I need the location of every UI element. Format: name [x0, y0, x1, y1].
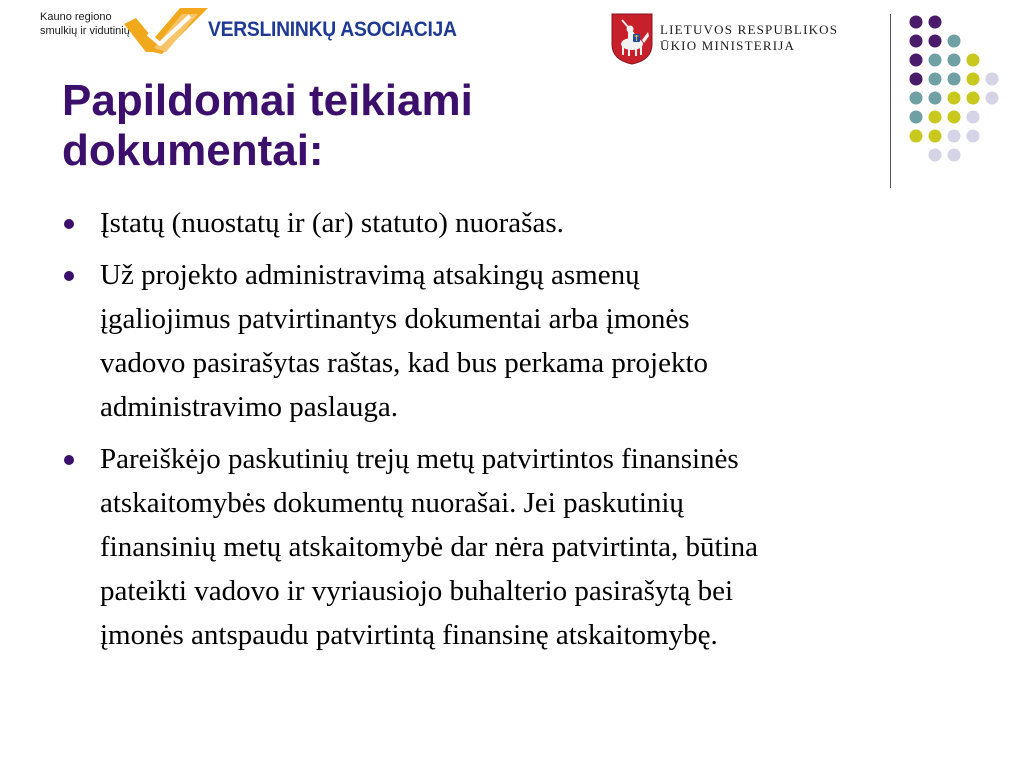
bullet-text-line: įgaliojimus patvirtinantys dokumentai arba įmonės: [100, 303, 690, 335]
page-title: [62, 76, 662, 176]
bullet-list: [62, 201, 962, 665]
decorative-dot: [929, 111, 942, 124]
decorative-dot: [948, 130, 961, 143]
association-logo-subtitle-line: smulkių ir vidutinių: [40, 25, 130, 37]
association-logo-subtitle: [40, 10, 132, 38]
decorative-dot: [910, 111, 923, 124]
association-name: VERSLININKŲ ASOCIACIJA: [208, 18, 457, 41]
decorative-dot: [948, 111, 961, 124]
ministry-logo: [610, 12, 880, 68]
decorative-dot: [948, 54, 961, 67]
bullet-text-line: Pareiškėjo paskutinių trejų metų patvirtintos finansinės: [100, 443, 739, 475]
decorative-dot: [967, 111, 980, 124]
decorative-dot: [967, 92, 980, 105]
decorative-dot: [929, 16, 942, 29]
decorative-dot: [910, 16, 923, 29]
bullet-text-line: pateikti vadovo ir vyriausiojo buhalterio pasirašytą bei: [100, 575, 734, 607]
decorative-dot: [929, 35, 942, 48]
decorative-dot: [948, 35, 961, 48]
decorative-dot: [910, 73, 923, 86]
decorative-dot: [910, 92, 923, 105]
decorative-dot: [929, 130, 942, 143]
decorative-dot: [929, 149, 942, 162]
decorative-dot: [967, 73, 980, 86]
bullet-dot-icon: [64, 219, 74, 229]
bullet-text-line: atskaitomybės dokumentų nuorašai. Jei paskutinių: [100, 487, 684, 519]
decorative-dot: [929, 73, 942, 86]
ministry-name-line: LIETUVOS RESPUBLIKOS: [660, 22, 839, 37]
page-title-line: dokumentai:: [62, 126, 324, 175]
bullet-text-line: Už projekto administravimą atsakingų asmenų: [100, 259, 640, 291]
decorative-dot: [948, 149, 961, 162]
bullet-text-line: įmonės antspaudu patvirtintą finansinę atskaitomybę.: [100, 619, 718, 651]
decorative-dot: [910, 35, 923, 48]
association-emblem-icon: [124, 4, 210, 56]
decorative-dot: [986, 92, 999, 105]
bullet-item: [62, 253, 962, 429]
bullet-text-line: Įstatų (nuostatų ir (ar) statuto) nuorašas.: [100, 207, 564, 239]
decorative-dot: [967, 54, 980, 67]
bullet-item: [62, 437, 962, 657]
page-title-line: Papildomai teikiami: [62, 76, 473, 125]
bullet-text-line: vadovo pasirašytas raštas, kad bus perkama projekto: [100, 347, 709, 379]
association-logo-subtitle-line: Kauno regiono: [40, 11, 112, 23]
bullet-dot-icon: [64, 271, 74, 281]
decorative-dot: [967, 130, 980, 143]
bullet-dot-icon: [64, 455, 74, 465]
ministry-name-line: ŪKIO MINISTERIJA: [660, 38, 796, 53]
lithuanian-coat-of-arms-icon: [610, 12, 654, 66]
association-logo: [40, 4, 480, 56]
bullet-text-line: finansinių metų atskaitomybė dar nėra patvirtinta, būtina: [100, 531, 758, 563]
bullet-item: [62, 201, 962, 245]
bullet-text-line: administravimo paslauga.: [100, 391, 398, 423]
decorative-dot: [986, 73, 999, 86]
decorative-dot: [929, 54, 942, 67]
decorative-dot: [910, 130, 923, 143]
decorative-dot-grid: [905, 12, 1015, 172]
decorative-dot: [948, 92, 961, 105]
decorative-divider: [890, 14, 891, 188]
ministry-name: [660, 22, 838, 54]
decorative-dot: [929, 92, 942, 105]
decorative-dot: [948, 73, 961, 86]
decorative-dot: [910, 54, 923, 67]
